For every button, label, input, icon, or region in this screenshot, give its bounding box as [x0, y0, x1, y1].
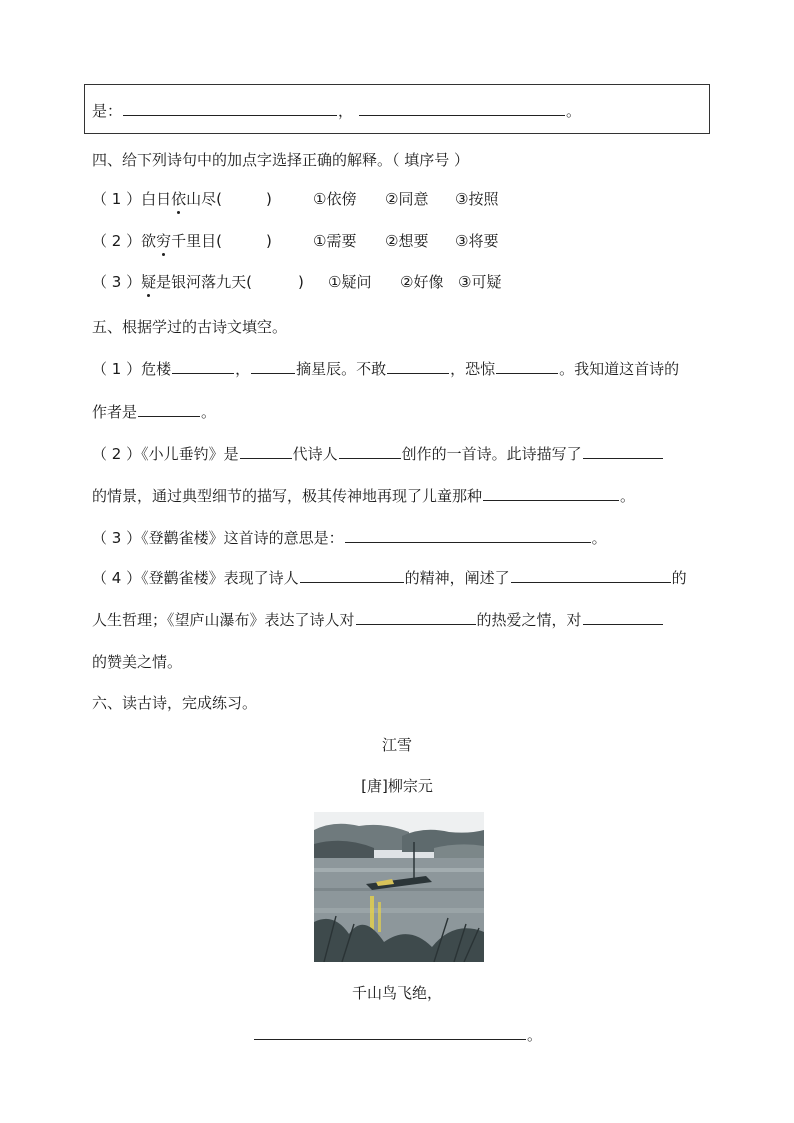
q-text: 人生哲理；《望庐山瀑布》表达了诗人对 — [92, 611, 355, 629]
blank[interactable] — [511, 581, 671, 583]
q-text: 的情景，通过典型细节的描写，极其传神地再现了儿童那种 — [92, 487, 483, 505]
blank[interactable] — [387, 372, 449, 374]
item-close: ) — [297, 273, 304, 291]
option: ②好像 — [400, 273, 444, 291]
line-end: 。 — [527, 1026, 543, 1044]
blank[interactable] — [339, 457, 401, 459]
top-box-end: 。 — [566, 102, 582, 120]
blank[interactable] — [251, 372, 295, 374]
blank[interactable] — [300, 581, 404, 583]
option: ①依傍 — [313, 190, 357, 208]
item-text: 山尽( — [186, 190, 222, 208]
q-text: 摘星辰。不敢 — [296, 360, 387, 378]
q-text: 的精神，阐述了 — [404, 569, 510, 587]
sec5-q4-line3: 的赞美之情。 — [92, 653, 183, 671]
option: ③将要 — [455, 232, 499, 250]
blank[interactable] — [123, 114, 337, 116]
sec4-item-3 — [92, 271, 304, 292]
blank[interactable] — [496, 372, 558, 374]
top-box-line — [92, 100, 581, 121]
dotted-char: 穷 — [156, 232, 172, 250]
q-text: 。 — [201, 403, 217, 421]
item-number: （ 2 ） — [92, 232, 142, 250]
sec4-item-1 — [92, 188, 272, 209]
item-number: （ 4 ） — [92, 569, 142, 587]
item-number: （ 2 ） — [92, 445, 142, 463]
item-text: 千里目( — [171, 232, 222, 250]
item-text: 白日 — [141, 190, 172, 208]
blank[interactable] — [359, 114, 565, 116]
blank[interactable] — [345, 541, 591, 543]
option: ③可疑 — [458, 273, 502, 291]
option: ①疑问 — [328, 273, 372, 291]
q-text: 危楼 — [141, 360, 172, 378]
top-box-sep: ， — [338, 102, 354, 120]
q-text: 的热爱之情，对 — [476, 611, 582, 629]
sec4-options-3 — [328, 271, 501, 292]
item-close: ) — [265, 232, 272, 250]
sec5-q4-line2 — [92, 609, 664, 630]
q-text: 的 — [671, 569, 687, 587]
sec4-options-1 — [313, 188, 498, 209]
sec5-q1-line2 — [92, 401, 216, 422]
blank[interactable] — [583, 623, 663, 625]
q-text: 代诗人 — [292, 445, 338, 463]
sec5-q1-line1 — [92, 358, 679, 379]
poem-line-1: 千山鸟飞绝， — [351, 984, 442, 1002]
q-text: 作者是 — [92, 403, 138, 421]
sec4-item-2 — [92, 230, 272, 251]
item-text: 欲 — [141, 232, 157, 250]
q-text: ，恐惊 — [450, 360, 496, 378]
sec5-q2-line2 — [92, 485, 635, 506]
blank[interactable] — [483, 499, 619, 501]
sec4-options-2 — [313, 230, 498, 251]
dotted-char: 疑 — [141, 273, 157, 291]
q-text: 。 — [620, 487, 636, 505]
option: ①需要 — [313, 232, 357, 250]
q-text: 。我知道这首诗的 — [559, 360, 680, 378]
blank[interactable] — [240, 457, 292, 459]
sec5-q3 — [92, 527, 607, 548]
q-text: ， — [235, 360, 251, 378]
section-5-heading: 五、根据学过的古诗文填空。 — [92, 318, 288, 336]
blank[interactable] — [172, 372, 234, 374]
dotted-char: 依 — [171, 190, 187, 208]
poem-author: [唐]柳宗元 — [361, 777, 433, 795]
option: ②同意 — [385, 190, 429, 208]
blank[interactable] — [583, 457, 663, 459]
sec5-q2-line1 — [92, 443, 664, 464]
poem-illustration — [314, 812, 484, 962]
item-number: （ 3 ） — [92, 273, 142, 291]
item-number: （ 1 ） — [92, 190, 142, 208]
blank[interactable] — [138, 415, 200, 417]
sec5-q4-line1 — [92, 567, 687, 588]
blank[interactable] — [254, 1038, 526, 1040]
top-box-prefix: 是： — [92, 102, 123, 120]
q-text: 《小儿垂钓》是 — [141, 445, 239, 463]
poem-title: 江雪 — [381, 736, 412, 754]
q-text: 。 — [591, 529, 607, 547]
option: ②想要 — [385, 232, 429, 250]
item-number: （ 1 ） — [92, 360, 142, 378]
item-close: ) — [265, 190, 272, 208]
item-text: 是银河落九天( — [156, 273, 252, 291]
q-text: 《登鹳雀楼》这首诗的意思是： — [141, 529, 344, 547]
poem-line-2 — [253, 1024, 542, 1045]
item-number: （ 3 ） — [92, 529, 142, 547]
q-text: 创作的一首诗。此诗描写了 — [401, 445, 582, 463]
option: ③按照 — [455, 190, 499, 208]
section-4-heading: 四、给下列诗句中的加点字选择正确的解释。（ 填序号 ） — [92, 151, 470, 169]
q-text: 《登鹳雀楼》表现了诗人 — [141, 569, 299, 587]
blank[interactable] — [356, 623, 476, 625]
section-6-heading: 六、读古诗，完成练习。 — [92, 694, 258, 712]
